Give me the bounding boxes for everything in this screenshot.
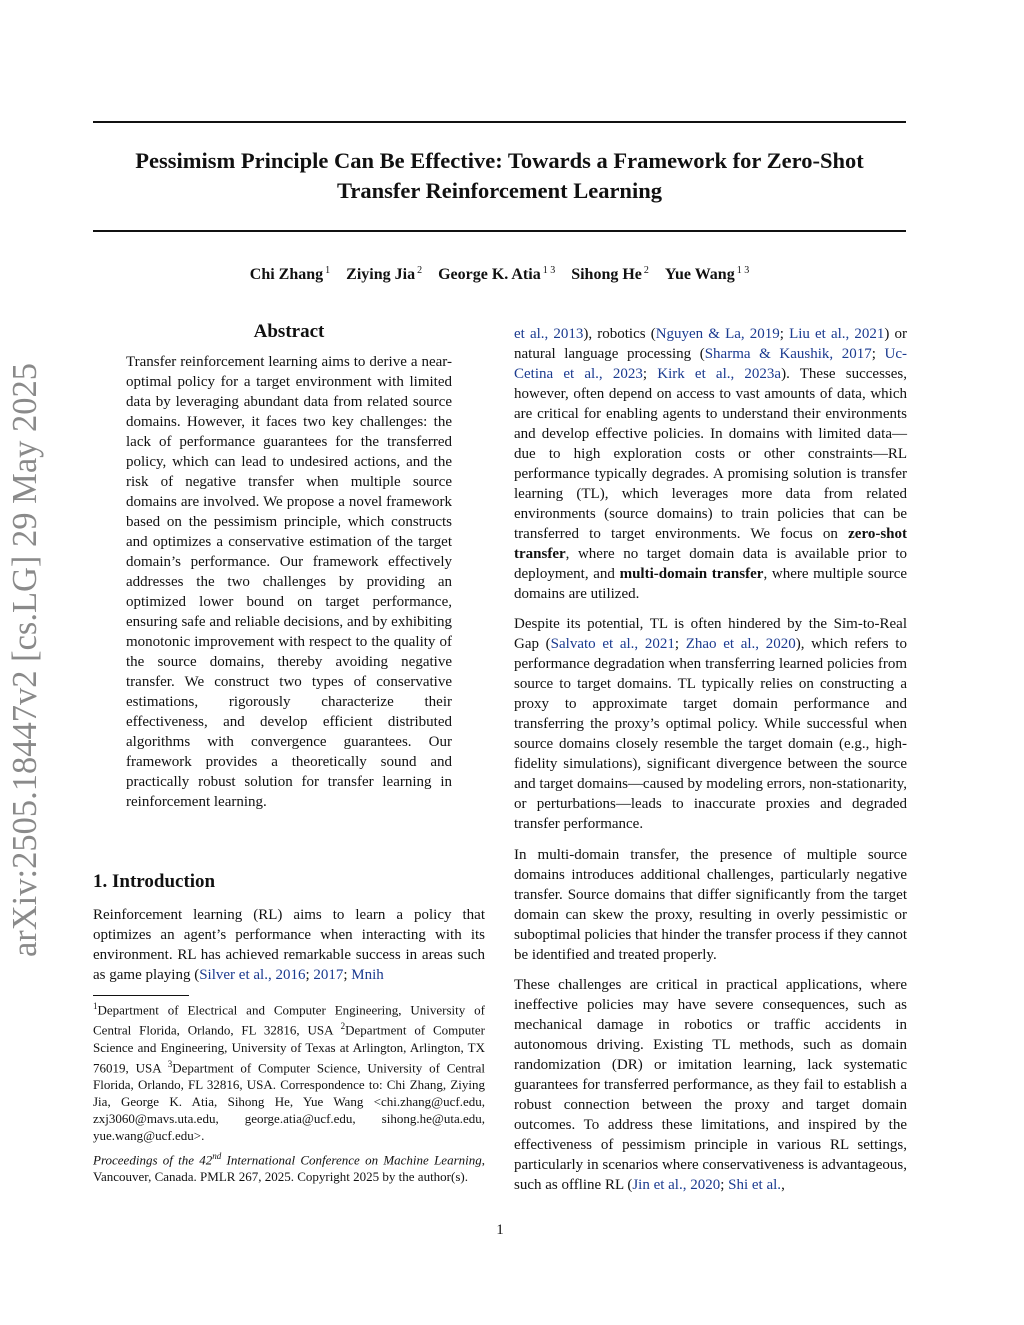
right-column-paragraph: Despite its potential, TL is often hindered by the Sim-to-Real Gap (Salvato et al., 2021; Zhao et al., 2020), which refers to performance degradation when transferring learned policies from source to target domains. TL typically relies on constructing a proxy to approximate target domain performance and transferring the proxy’s optimal policy. While successful when source domains closely resemble the target domain (e.g., high-fidelity simulations), significant divergence between the source and target domains—caused by modeling errors, non-stationarity, or perturbations—leads to inaccurate proxies and degraded transfer performance.	[514, 616, 907, 832]
affiliation-footnote: $^1$Department of Electrical and Computer Engineering, University of Central Florida, Orlando, FL 32816, USA $^2$Department of Computer Science and Engineering, University of Texas at Arlington, Arlington, TX 76019, USA $^3$Department of Computer Science, University of Central Florida, Orlando, FL 32816, USA. Correspondence to: Chi Zhang, Ziying Jia, George K. Atia, Sihong He, Yue Wang <chi.zhang@ucf.edu, zxj3060@mavs.uta.edu, george.atia@ucf.edu, sihong.he@uta.edu, yue.wang@ucf.edu>.	[93, 1001, 485, 1143]
citation-link[interactable]: Kirk et al., 2023a	[657, 366, 782, 382]
citation-link[interactable]: Uc-Cetina et al., 2023	[514, 346, 907, 382]
abstract-body: Transfer reinforcement learning aims to derive a near-optimal policy for a target environment with limited data by leveraging abundant data from related source domains. However, it faces two key challenges: the lack of performance guarantees for the transferred policy, which can lead to undesired actions, and the risk of negative transfer when multiple source domains are involved. We propose a novel framework based on the pessimism principle, which constructs and optimizes a conservative estimation of the target domain’s performance. Our framework effectively addresses the two challenges by providing an optimized lower bound on target performance, ensuring safe and reliable decisions, and by exhibiting monotonic improvement with respect to the quality of the source domains, thereby avoiding negative transfer. We construct two types of conservative estimations, rigorously characterize their effectiveness, and develop efficient distributed algorithms with convergence guarantees. Our framework provides a theoretically sound and practically robust solution for transfer learning in reinforcement learning.	[126, 354, 452, 810]
citation-link[interactable]: Jin et al., 2020	[632, 1177, 721, 1193]
introduction-heading: 1. Introduction	[93, 871, 216, 892]
citation-link[interactable]: Zhao et al., 2020	[685, 636, 796, 652]
paper-title: Pessimism Principle Can Be Effective: Towards a Framework for Zero-Shot Transfer Reinforcement Learning	[135, 148, 864, 203]
citation-link[interactable]: 2017	[313, 967, 344, 983]
author: Sihong He $^2$	[571, 265, 649, 284]
citation-link[interactable]: Liu et al., 2021	[789, 326, 885, 342]
author: George K. Atia $^{1 3}$	[438, 265, 556, 284]
author-list	[93, 265, 906, 284]
right-column-paragraph: et al., 2013), robotics (Nguyen & La, 2019; Liu et al., 2021) or natural language processing (Sharma & Kaushik, 2017; Uc-Cetina et al., 2023; Kirk et al., 2023a). These successes, however, often depend on access to vast amounts of data, which are critical for enabling agents to understand their environments and develop effective policies. In domains with limited data—due to high exploration costs or other constraints—RL performance typically degrades. A promising solution is transfer learning (TL), which leverages more data from related environments (source domains) to train policies that can be transferred to target environments. We focus on zero-shot transfer, where no target domain data is available prior to deployment, and multi-domain transfer, where multiple source domains are utilized.	[514, 326, 908, 602]
right-column-paragraph: In multi-domain transfer, the presence of multiple source domains introduces additional challenges, particularly negative transfer. Source domains that differ significantly from the target domain can skew the proxy, resulting in overly pessimistic or suboptimal policies that hinder the transfer process if they cannot be identified and treated properly.	[514, 847, 907, 963]
author: Ziying Jia $^2$	[346, 265, 423, 284]
proceedings-note: Proceedings of the 42nd International Conference on Machine Learning, Vancouver, Canada. PMLR 267, 2025. Copyright 2025 by the author(s).	[93, 1151, 485, 1185]
author: Yue Wang $^{1 3}$	[664, 265, 750, 284]
top-rule	[93, 121, 906, 123]
author: Chi Zhang $^1$	[249, 265, 331, 284]
right-column-paragraph: These challenges are critical in practical applications, where ineffective policies may have severe consequences, such as mechanical damage in robotics or traffic accidents in autonomous driving. Existing TL methods, such as domain randomization (DR) or imitation learning, lack systematic guarantees for transferred performance, as they fail to establish a robust connection between the proxy and target domain outcomes. To address these limitations, and inspired by the effectiveness of pessimism principle in various RL settings, particularly in scenarios where conservativeness is advantageous, such as offline RL (Jin et al., 2020; Shi et al.,	[514, 977, 907, 1193]
citation-link[interactable]: Salvato et al., 2021	[550, 636, 675, 652]
introduction-paragraph: Reinforcement learning (RL) aims to learn a policy that optimizes an agent’s performance when interacting with its environment. RL has achieved remarkable success in areas such as game playing (Silver et al., 2016; 2017; Mnih	[93, 907, 485, 983]
citation-link[interactable]: Shi et al.	[728, 1177, 782, 1193]
title-bottom-rule	[93, 230, 906, 232]
arxiv-identifier-stamp: arXiv:2505.18447v2 [cs.LG] 29 May 2025	[6, 362, 44, 958]
abstract-heading: Abstract	[253, 321, 325, 342]
citation-link[interactable]: Mnih	[351, 967, 384, 983]
citation-link[interactable]: Silver et al., 2016	[199, 967, 306, 983]
citation-link[interactable]: Nguyen & La, 2019	[655, 326, 780, 342]
footnote-divider	[93, 995, 189, 996]
citation-link[interactable]: et al., 2013	[514, 326, 584, 342]
page-number: 1	[496, 1222, 504, 1238]
citation-link[interactable]: Sharma & Kaushik, 2017	[704, 346, 872, 362]
